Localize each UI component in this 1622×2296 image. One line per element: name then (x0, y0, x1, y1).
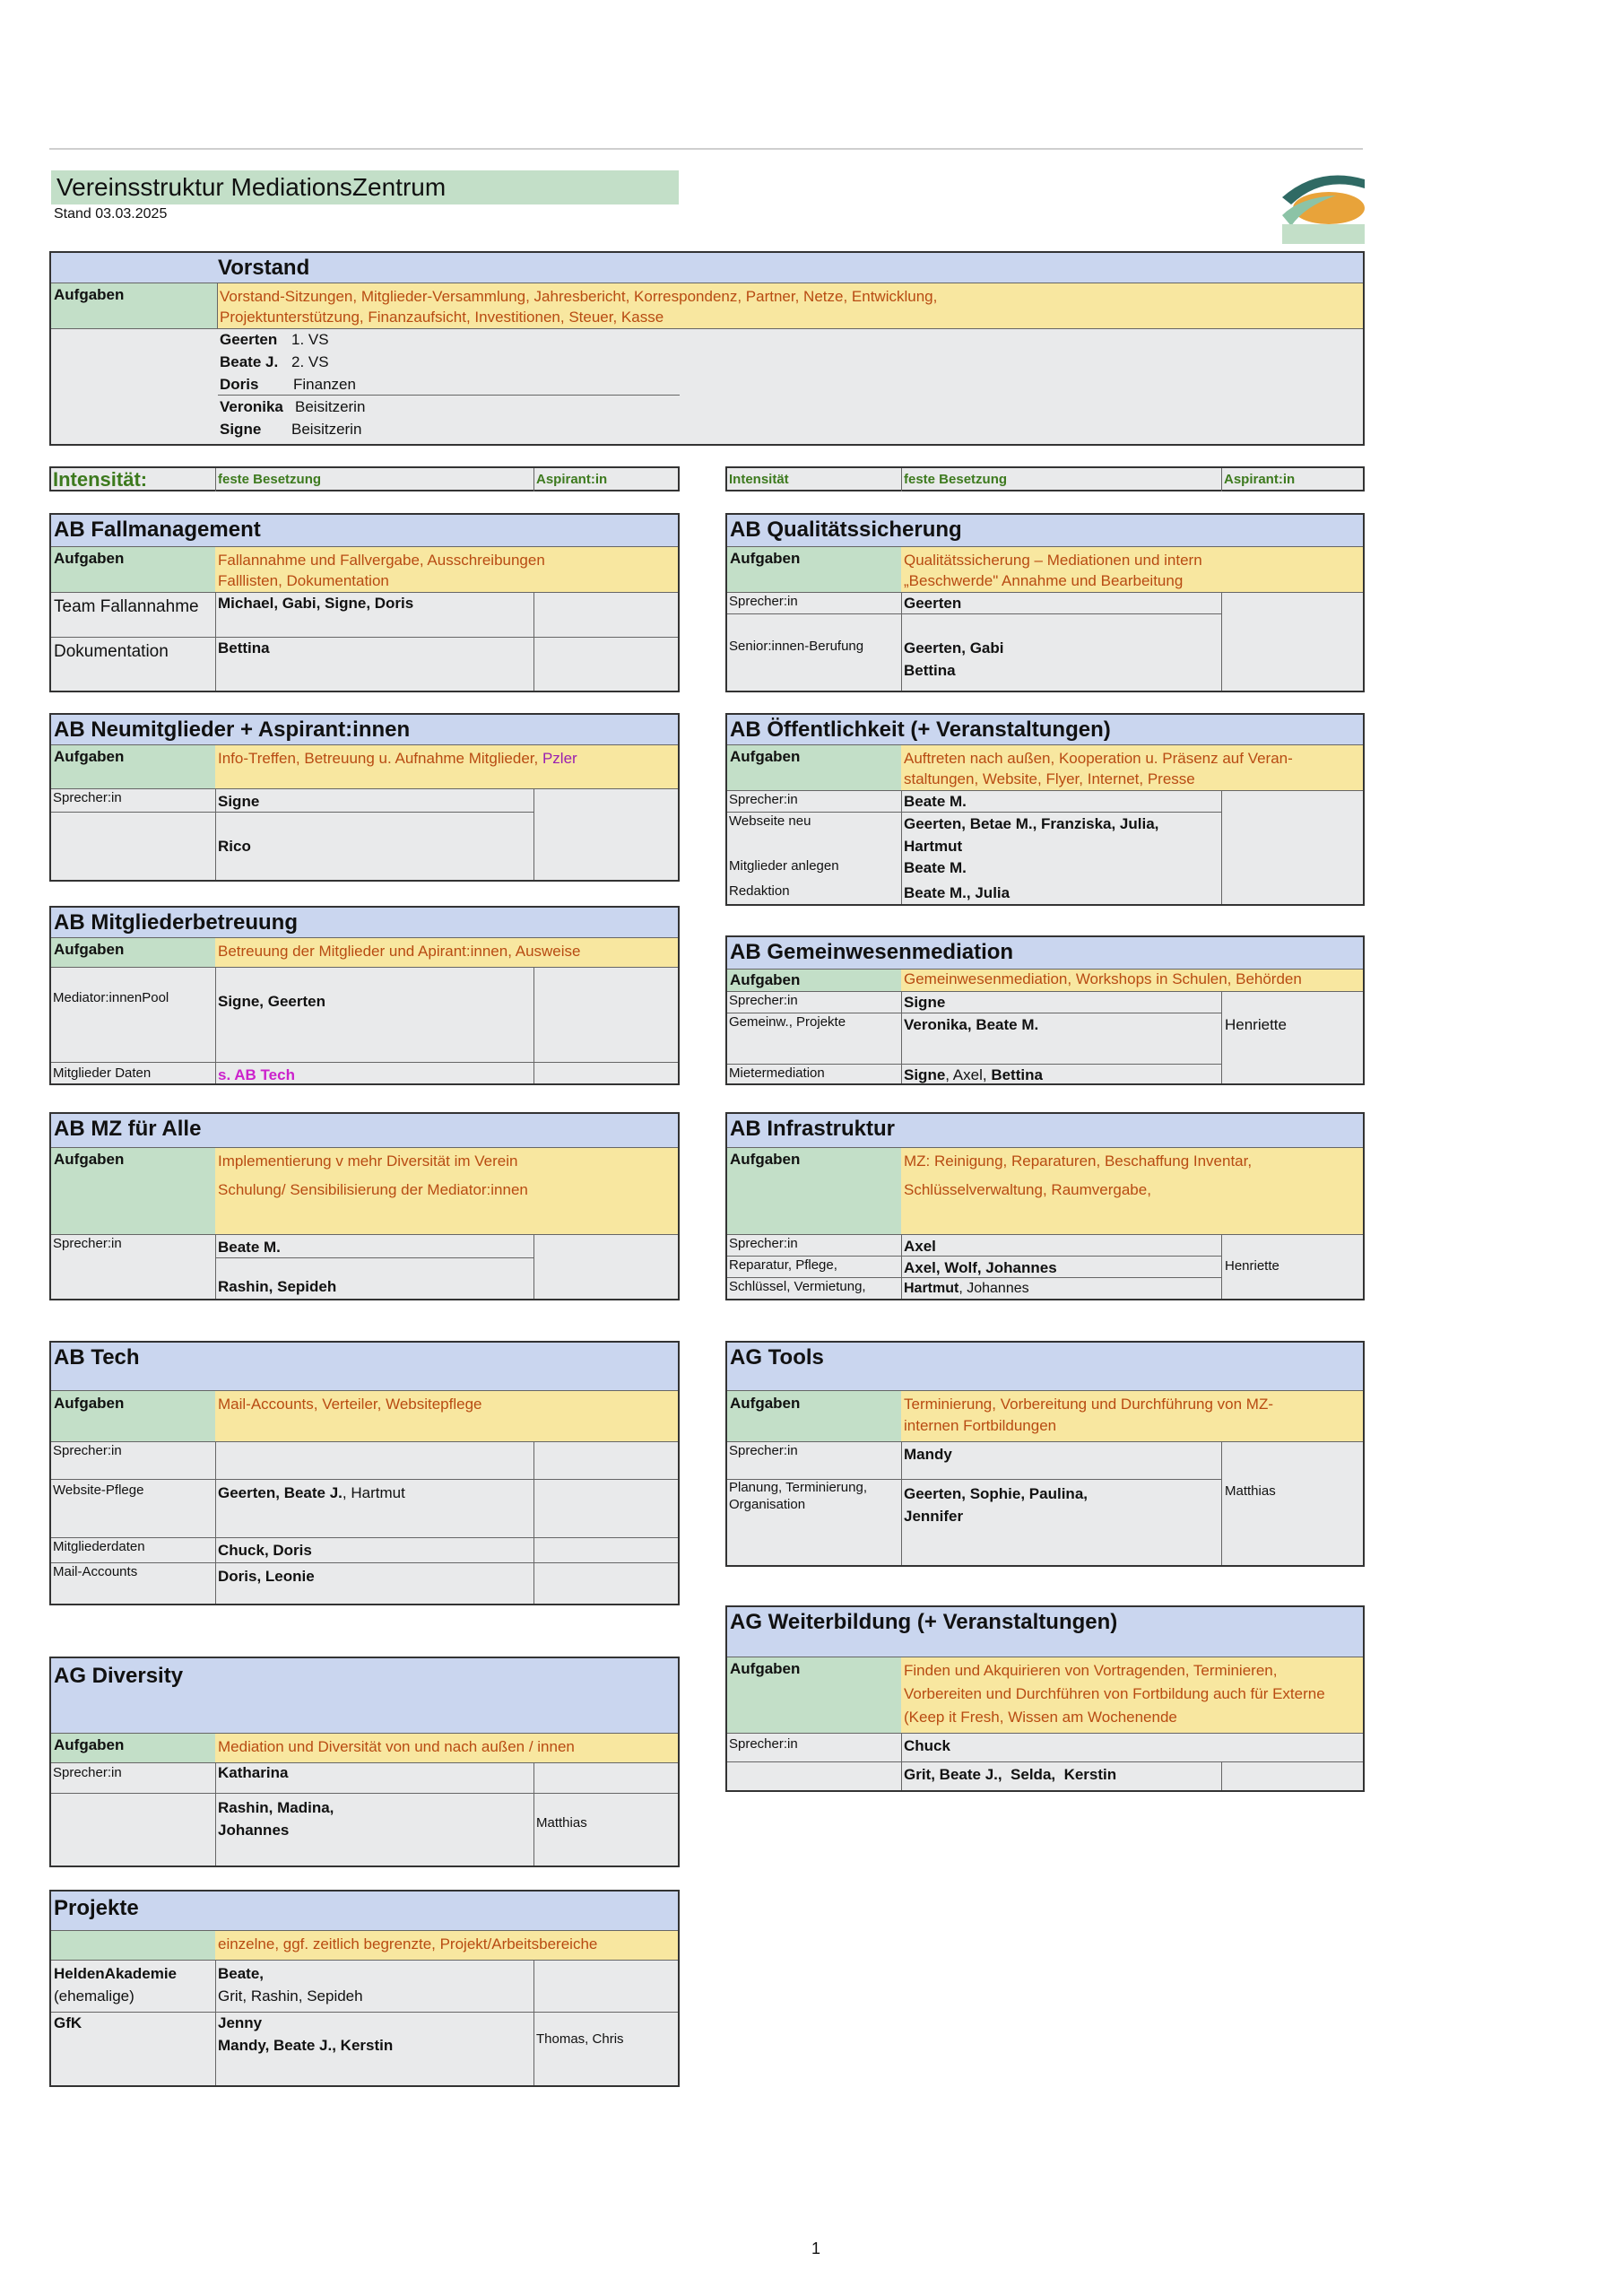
task-line: internen Fortbildungen (904, 1417, 1057, 1434)
divider (215, 468, 216, 491)
row-value-bold: Signe (904, 1066, 946, 1083)
divider (51, 1537, 678, 1538)
row-value: Katharina (218, 1764, 289, 1781)
row-value: Geerten, Sophie, Paulina, (904, 1485, 1088, 1502)
row-value-normal: , Hartmut (342, 1484, 405, 1501)
divider (727, 1441, 1363, 1442)
task-line: (Keep it Fresh, Wissen am Wochenende (904, 1709, 1177, 1726)
row-value-bold: Bettina (991, 1066, 1043, 1083)
projekte-tasks: einzelne, ggf. zeitlich begrenzte, Projekt/Arbeitsbereiche (215, 1931, 680, 1960)
vorstand-task-line-2: Projektunterstützung, Finanzaufsicht, Investitionen, Steuer, Kasse (220, 309, 664, 326)
row-value: Beate, (218, 1965, 265, 1982)
mzfueralle-title: AB MZ für Alle (51, 1114, 678, 1148)
divider (533, 1960, 534, 2085)
member-name: Beate J. (220, 353, 279, 370)
aspirant-value: Matthias (1225, 1483, 1276, 1499)
task-line: Falllisten, Dokumentation (218, 572, 389, 589)
aspirant-value: Matthias (536, 1815, 587, 1831)
infrastruktur-title: AB Infrastruktur (727, 1114, 1363, 1148)
row-value: Mandy (904, 1446, 952, 1463)
divider (51, 1441, 678, 1442)
divider (51, 1960, 678, 1961)
member-name: Doris (220, 376, 259, 393)
qualitaet-label: Aufgaben (727, 547, 901, 592)
task-line: MZ: Reinigung, Reparaturen, Beschaffung Inventar, (904, 1152, 1253, 1170)
aspirant-value: Henriette (1225, 1258, 1279, 1274)
row-value: Michael, Gabi, Signe, Doris (218, 595, 414, 612)
divider (51, 2012, 678, 2013)
member-role: Finanzen (293, 376, 356, 393)
row-label: Sprecher:in (729, 1443, 798, 1458)
infrastruktur-label: Aufgaben (727, 1148, 901, 1234)
infrastruktur-tasks (901, 1148, 1365, 1234)
weiterbildung-tasks (901, 1657, 1365, 1733)
divider (901, 1234, 902, 1299)
row-label: Webseite neu (729, 813, 811, 829)
mzfueralle-label: Aufgaben (51, 1148, 215, 1234)
vorstand-title: Vorstand (218, 256, 310, 280)
member-role: 2. VS (291, 353, 329, 370)
row-label: Mitgliederdaten (53, 1539, 145, 1554)
divider (533, 1762, 534, 1866)
vorstand-task-line-1: Vorstand-Sitzungen, Mitglieder-Versammlung, Jahresbericht, Korrespondenz, Partner, Netze, Entwicklung, (220, 288, 938, 305)
task-line: Terminierung, Vorbereitung und Durchführung von MZ- (904, 1396, 1273, 1413)
row-label: Mietermediation (729, 1065, 825, 1081)
page-title: Vereinsstruktur MediationsZentrum (51, 170, 679, 204)
mzfueralle-block (49, 1112, 680, 1300)
row-value: Signe (904, 994, 946, 1011)
member-name: Veronika (220, 398, 283, 415)
row-value: Beate M. (904, 793, 967, 810)
divider (215, 1441, 216, 1604)
diversity-title: AG Diversity (51, 1658, 678, 1734)
intensity-legend-right (725, 466, 1365, 491)
vorstand-label: Aufgaben (51, 283, 217, 328)
projekte-label (51, 1931, 215, 1960)
intensity-aspirant: Aspirant:in (536, 472, 608, 487)
member-name: Geerten (220, 331, 278, 348)
task-extra: Pzler (542, 750, 577, 767)
fallmanagement-label: Aufgaben (51, 547, 215, 592)
fallmanagement-title: AB Fallmanagement (51, 515, 678, 547)
member-role: Beisitzerin (291, 421, 362, 438)
row-value: Chuck (904, 1737, 950, 1754)
row-value: Jennifer (904, 1508, 964, 1525)
task-line: Auftreten nach außen, Kooperation u. Präsenz auf Veran- (904, 750, 1293, 767)
mitgliederbetreuung-title: AB Mitgliederbetreuung (51, 908, 678, 938)
task-line: „Beschwerde" Annahme und Bearbeitung (904, 572, 1184, 589)
divider (1221, 468, 1222, 491)
row-label: Team Fallannahme (54, 597, 199, 616)
task-line: Info-Treffen, Betreuung u. Aufnahme Mitglieder, (218, 750, 539, 767)
divider (533, 788, 534, 880)
divider (217, 283, 218, 328)
divider (727, 1733, 1363, 1734)
tech-block (49, 1341, 680, 1605)
divider (533, 1441, 534, 1604)
row-value: Grit, Beate J., Selda, Kerstin (904, 1766, 1117, 1783)
diversity-tasks: Mediation und Diversität von und nach außen / innen (215, 1734, 680, 1762)
divider (1221, 1761, 1222, 1790)
fallmanagement-block (49, 513, 680, 692)
intensity-fixed: feste Besetzung (904, 472, 1008, 487)
divider (51, 1562, 678, 1563)
neumitglieder-title: AB Neumitglieder + Aspirant:innen (51, 715, 678, 745)
row-value: Bettina (218, 639, 270, 657)
tech-tasks: Mail-Accounts, Verteiler, Websitepflege (215, 1391, 680, 1441)
logo-icon (1282, 170, 1365, 244)
divider (901, 468, 902, 491)
weiterbildung-title: AG Weiterbildung (+ Veranstaltungen) (727, 1607, 1363, 1657)
divider (901, 991, 902, 1083)
row-value: Signe (218, 793, 260, 810)
row-label: Sprecher:in (53, 1236, 122, 1251)
divider (533, 468, 534, 491)
divider (727, 790, 1363, 791)
tech-title: AB Tech (51, 1343, 678, 1391)
row-value: Chuck, Doris (218, 1542, 312, 1559)
row-label: Website-Pflege (53, 1483, 144, 1498)
intensity-aspirant: Aspirant:in (1224, 472, 1296, 487)
divider (1221, 592, 1222, 691)
row-label: Mediator:innenPool (53, 990, 169, 1005)
divider (51, 812, 533, 813)
row-value: Axel, Wolf, Johannes (904, 1259, 1057, 1276)
row-label: (ehemalige) (54, 1987, 134, 2005)
divider (216, 1257, 533, 1258)
task-line: Qualitätssicherung – Mediationen und intern (904, 552, 1202, 569)
divider (901, 592, 902, 691)
row-value: Hartmut (904, 838, 963, 855)
divider (533, 967, 534, 1083)
diversity-block (49, 1657, 680, 1867)
oeffentlichkeit-title: AB Öffentlichkeit (+ Veranstaltungen) (727, 715, 1363, 745)
neumitglieder-tasks (215, 745, 680, 788)
vorstand-tasks (217, 283, 1363, 328)
tools-title: AG Tools (727, 1343, 1363, 1391)
row-value: Rico (218, 838, 251, 855)
mitgliederbetreuung-block (49, 906, 680, 1085)
tech-label: Aufgaben (51, 1391, 215, 1441)
row-label: Reparatur, Pflege, (729, 1257, 837, 1273)
projekte-title: Projekte (51, 1892, 678, 1931)
diversity-label: Aufgaben (51, 1734, 215, 1762)
task-line: Schulung/ Sensibilisierung der Mediator:innen (218, 1181, 528, 1198)
row-label: Mail-Accounts (53, 1564, 138, 1579)
divider (533, 592, 534, 691)
aspirant-value: Henriette (1225, 1016, 1287, 1033)
task-line: Finden und Akquirieren von Vortragenden, Terminieren, (904, 1662, 1278, 1679)
task-line: Implementierung v mehr Diversität im Verein (218, 1152, 518, 1170)
row-value-bold: Hartmut (904, 1281, 959, 1296)
row-value: Rashin, Sepideh (218, 1278, 337, 1295)
divider (1221, 1234, 1222, 1299)
mitgliederbetreuung-tasks: Betreuung der Mitglieder und Apirant:innen, Ausweise (215, 938, 680, 967)
row-label: Sprecher:in (53, 790, 122, 805)
gemeinwesen-block (725, 935, 1365, 1085)
fallmanagement-tasks (215, 547, 680, 592)
qualitaet-block (725, 513, 1365, 692)
tools-tasks (901, 1391, 1365, 1441)
intensity-label: Intensität (729, 472, 789, 487)
row-label: GfK (54, 2014, 82, 2031)
oeffentlichkeit-block (725, 713, 1365, 906)
row-label: Sprecher:in (729, 1236, 798, 1251)
gemeinwesen-tasks: Gemeinwesenmediation, Workshops in Schulen, Behörden (901, 970, 1365, 991)
page-number: 1 (811, 2239, 821, 2257)
row-value: Geerten, Betae M., Franziska, Julia, (904, 815, 1159, 832)
divider (727, 1234, 1363, 1235)
row-label: Mitglieder anlegen (729, 858, 839, 874)
row-label: Sprecher:in (729, 594, 798, 609)
intensity-fixed: feste Besetzung (218, 472, 322, 487)
row-value: Grit, Rashin, Sepideh (218, 1987, 363, 2005)
qualitaet-tasks (901, 547, 1365, 592)
row-value-bold: Geerten, Beate J. (218, 1484, 343, 1501)
row-label: Sprecher:in (729, 1736, 798, 1752)
row-label: Redaktion (729, 883, 790, 899)
row-value: Beate M. (904, 859, 967, 876)
divider (215, 1234, 216, 1299)
row-value: Beate M. (218, 1239, 281, 1256)
task-line: Vorbereiten und Durchführen von Fortbildung auch für Externe (904, 1685, 1325, 1702)
row-label: Mitglieder Daten (53, 1065, 152, 1081)
row-value (904, 1064, 1043, 1085)
row-value: Veronika, Beate M. (904, 1016, 1039, 1033)
oeffentlichkeit-label: Aufgaben (727, 745, 901, 790)
task-line: Fallannahme und Fallvergabe, Ausschreibungen (218, 552, 545, 569)
divider (215, 1960, 216, 2085)
row-value: Rashin, Madina, (218, 1799, 334, 1816)
stand-date: Stand 03.03.2025 (54, 206, 168, 222)
divider (218, 395, 680, 396)
row-value: Axel (904, 1238, 936, 1255)
row-label: Sprecher:in (53, 1443, 122, 1458)
projekte-block (49, 1890, 680, 2087)
gemeinwesen-label: Aufgaben (727, 970, 901, 991)
row-label: Dokumentation (54, 642, 169, 661)
row-value-normal: , Axel, (945, 1066, 992, 1083)
mzfueralle-tasks (215, 1148, 680, 1234)
divider (51, 1234, 678, 1235)
top-rule (49, 148, 1363, 150)
row-label: Senior:innen-Berufung (729, 639, 864, 654)
weiterbildung-block (725, 1605, 1365, 1792)
divider (533, 1234, 534, 1299)
divider (51, 1762, 678, 1763)
divider (215, 1762, 216, 1866)
divider (215, 592, 216, 691)
row-value (218, 1482, 405, 1505)
divider (51, 1479, 678, 1480)
neumitglieder-block (49, 713, 680, 882)
divider (1221, 1441, 1222, 1565)
intensity-legend-left (49, 466, 680, 491)
row-label: Organisation (729, 1497, 806, 1512)
row-label: Planung, Terminierung, (729, 1480, 867, 1495)
row-value: Beate M., Julia (904, 884, 1010, 901)
row-value: Doris, Leonie (218, 1568, 315, 1585)
member-role: 1. VS (291, 331, 329, 348)
row-label: Sprecher:in (729, 993, 798, 1008)
divider (51, 1793, 678, 1794)
task-line: Schlüsselverwaltung, Raumvergabe, (904, 1181, 1151, 1198)
member-role: Beisitzerin (295, 398, 366, 415)
divider (1221, 790, 1222, 904)
row-label: Sprecher:in (729, 792, 798, 807)
row-label: HeldenAkademie (54, 1965, 177, 1982)
divider (727, 613, 1221, 614)
row-label: Gemeinw., Projekte (729, 1014, 846, 1030)
divider (901, 1441, 902, 1565)
row-value: Johannes (218, 1822, 290, 1839)
row-value: Jenny (218, 2014, 263, 2031)
neumitglieder-label: Aufgaben (51, 745, 215, 788)
row-value: Geerten, Gabi (904, 639, 1004, 657)
row-value: Mandy, Beate J., Kerstin (218, 2037, 394, 2054)
vorstand-block (49, 251, 1365, 446)
divider (727, 592, 1363, 593)
member-name: Signe (220, 421, 262, 438)
divider (901, 790, 902, 904)
row-value: Bettina (904, 662, 956, 679)
aspirant-value: Thomas, Chris (536, 2031, 624, 2047)
mitgliederbetreuung-label: Aufgaben (51, 938, 215, 967)
divider (727, 991, 1363, 992)
divider (51, 967, 678, 968)
weiterbildung-label: Aufgaben (727, 1657, 901, 1733)
divider (215, 967, 216, 1083)
intensity-label: Intensität: (53, 468, 148, 491)
row-value: Signe, Geerten (218, 993, 325, 1010)
tools-block (725, 1341, 1365, 1567)
gemeinwesen-title: AB Gemeinwesenmediation (727, 937, 1363, 970)
row-value: Geerten (904, 595, 962, 612)
row-label: Schlüssel, Vermietung, (729, 1279, 866, 1294)
divider (1221, 991, 1222, 1083)
vorstand-header (51, 253, 1363, 283)
divider (51, 637, 678, 638)
row-value: s. AB Tech (218, 1066, 295, 1083)
tools-label: Aufgaben (727, 1391, 901, 1441)
qualitaet-title: AB Qualitätssicherung (727, 515, 1363, 547)
row-value (904, 1277, 1029, 1300)
infrastruktur-block (725, 1112, 1365, 1300)
task-line: staltungen, Website, Flyer, Internet, Presse (904, 770, 1195, 787)
row-label: Sprecher:in (53, 1765, 122, 1780)
row-value-normal: , Johannes (958, 1281, 1029, 1296)
oeffentlichkeit-tasks (901, 745, 1365, 790)
divider (215, 788, 216, 880)
divider (51, 788, 678, 789)
divider (727, 1761, 1363, 1762)
